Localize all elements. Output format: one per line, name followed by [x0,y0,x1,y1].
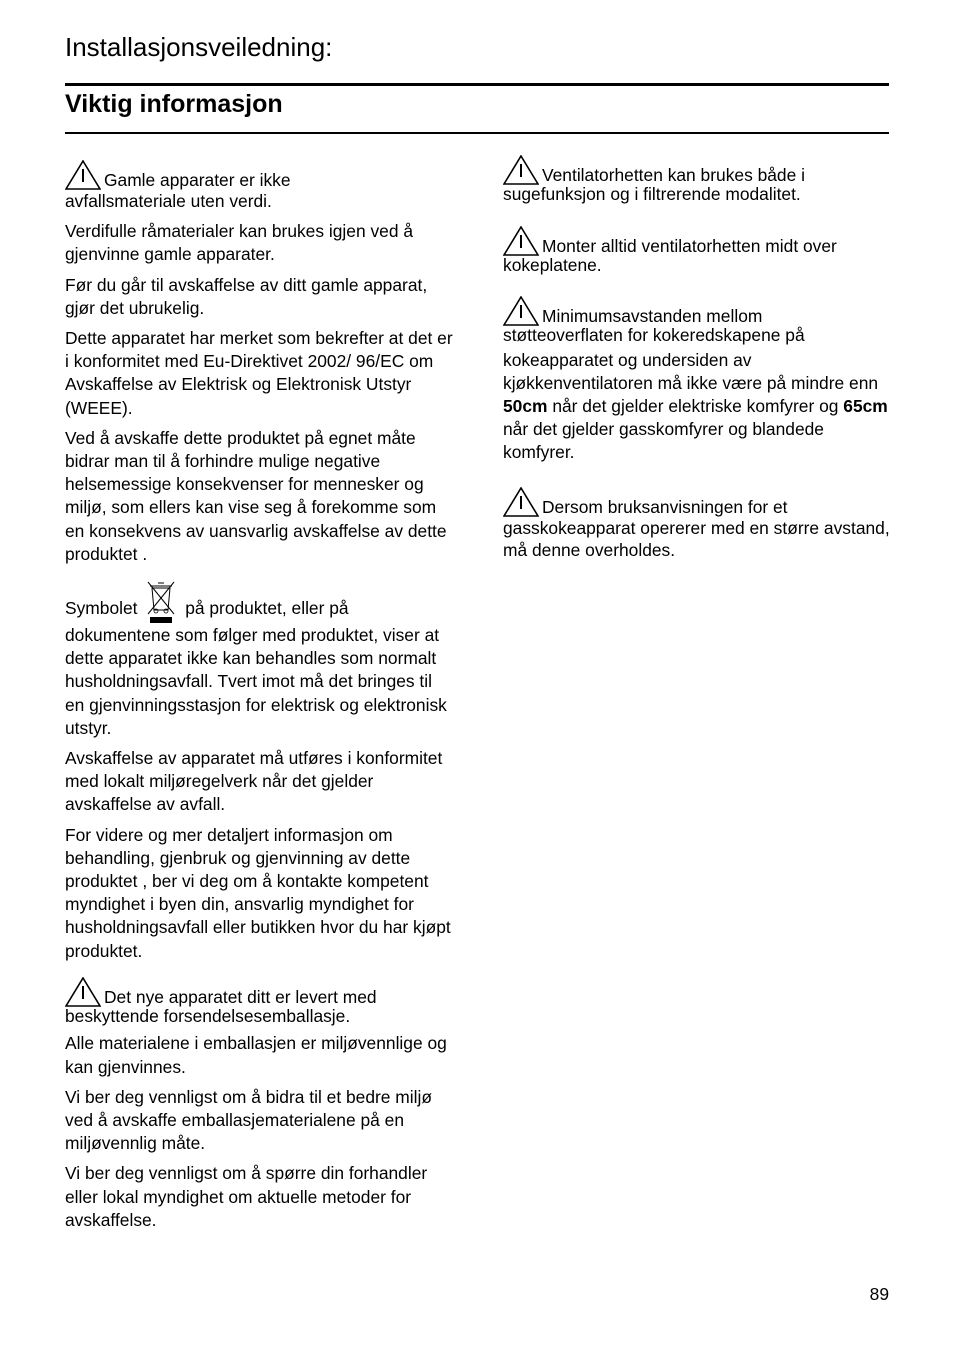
section-rule [65,132,889,134]
paragraph: Verdifulle råmaterialer kan brukes igjen ved å gjenvinne gamle apparater. [65,221,413,265]
paragraph: Avskaffelse av apparatet må utføres i konformitet med lokalt miljøregelverk når det gjelder avskaffelse av avfall. [65,748,443,815]
warning-text: Ventilatorhetten kan brukes både i [542,165,805,185]
warning-text: Det nye apparatet ditt er levert med [104,986,377,1007]
paragraph: Ved å avskaffe dette produktet på egnet måte bidrar man til å forhindre mulige negative helsemessige konsekvenser for mennesker og miljø, som ellers kan vise seg å forekomme som en konsekvens av uansvarlig avskaffelse av dette produktet . [65,427,447,564]
weee-bin-icon [145,580,177,624]
warning-triangle-icon [503,487,539,517]
warning-text-cont: kokeplatene. [503,254,602,275]
warning-triangle-icon [65,160,101,190]
warning-text: Monter alltid ventilatorhetten midt over [542,235,837,256]
warning-text-cont: avfallsmateriale uten verdi. [65,191,272,211]
warning-triangle-icon [503,226,539,256]
page-title: Installasjonsveiledning: [65,32,333,62]
warning-text: Gamle apparater er ikke [104,170,291,190]
warning-text-cont: beskyttende forsendelsesemballasje. [65,1005,351,1026]
warning-centering [503,226,898,275]
warning-triangle-icon [503,296,539,326]
warning-text: Minimumsavstanden mellom [542,306,763,326]
paragraph: Vi ber deg vennligst om å bidra til et bedre miljø ved å avskaffe emballasjematerialene på en miljøvennlig måte. [65,1086,432,1154]
warning-text-cont: gasskokeapparat opererer med en større avstand, må denne overholdes. [503,517,890,560]
paragraph: Alle materialene i emballasjen er miljøvennlige og kan gjenvinnes. [65,1033,447,1077]
symbol-text: på produktet, eller på dokumentene som følger med produktet, viser at dette apparatet ikke kan behandles som normalt husholdningsavfall. Tvert imot må det bringes til en gjenvinningsstasjon for elektrisk og elektronisk utstyr. [65,598,447,738]
warning-triangle-icon [503,155,539,185]
symbol-text: Symbolet [65,598,138,619]
paragraph: Vi ber deg vennligst om å spørre din forhandler eller lokal myndighet om aktuelle metoder for avskaffelse. [65,1163,428,1230]
warning-text: Dersom bruksanvisningen for et [542,496,788,517]
warning-gas-manual [503,487,898,561]
paragraph: For videre og mer detaljert informasjon om behandling, gjenbruk og gjenvinning av dette produktet , ber vi deg om å kontakte kompetent myndighet i byen din, ansvarlig myndighet for husholdningsavfall eller butikken hvor du har kjøpt produktet. [65,824,451,961]
warning-text-cont: støtteoverflaten for kokeredskapene på [503,325,805,345]
warning-modes [503,155,898,204]
warning-text-cont: sugefunksjon og i filtrerende modalitet. [503,184,801,204]
warning-old-appliances [65,160,455,213]
distance-gas: 65cm [843,395,888,416]
distance-electric: 50cm [503,395,548,416]
weee-paragraph [65,580,455,740]
paragraph: Før du går til avskaffelse av ditt gamle apparat, gjør det ubrukelig. [65,274,428,318]
warning-packaging [65,977,455,1026]
right-column [503,155,898,583]
left-column [65,160,455,1239]
warning-triangle-icon [65,977,101,1007]
paragraph: Dette apparatet har merket som bekrefter at det er i konformitet med Eu-Direktivet 2002/ 96/EC om Avskaffelse av Elektrisk og Elektronisk Utstyr (WEEE). [65,328,453,418]
section-title: Viktig informasjon [65,90,283,118]
title-rule [65,83,889,86]
warning-text-body: kokeapparatet og undersiden av kjøkkenventilatoren må ikke være på mindre enn 50cm når det gjelder elektriske komfyrer og 65cm når det gjelder gasskomfyrer og blandede komfyrer. [503,349,888,463]
page-number: 89 [869,1284,889,1304]
warning-distance [503,296,898,465]
